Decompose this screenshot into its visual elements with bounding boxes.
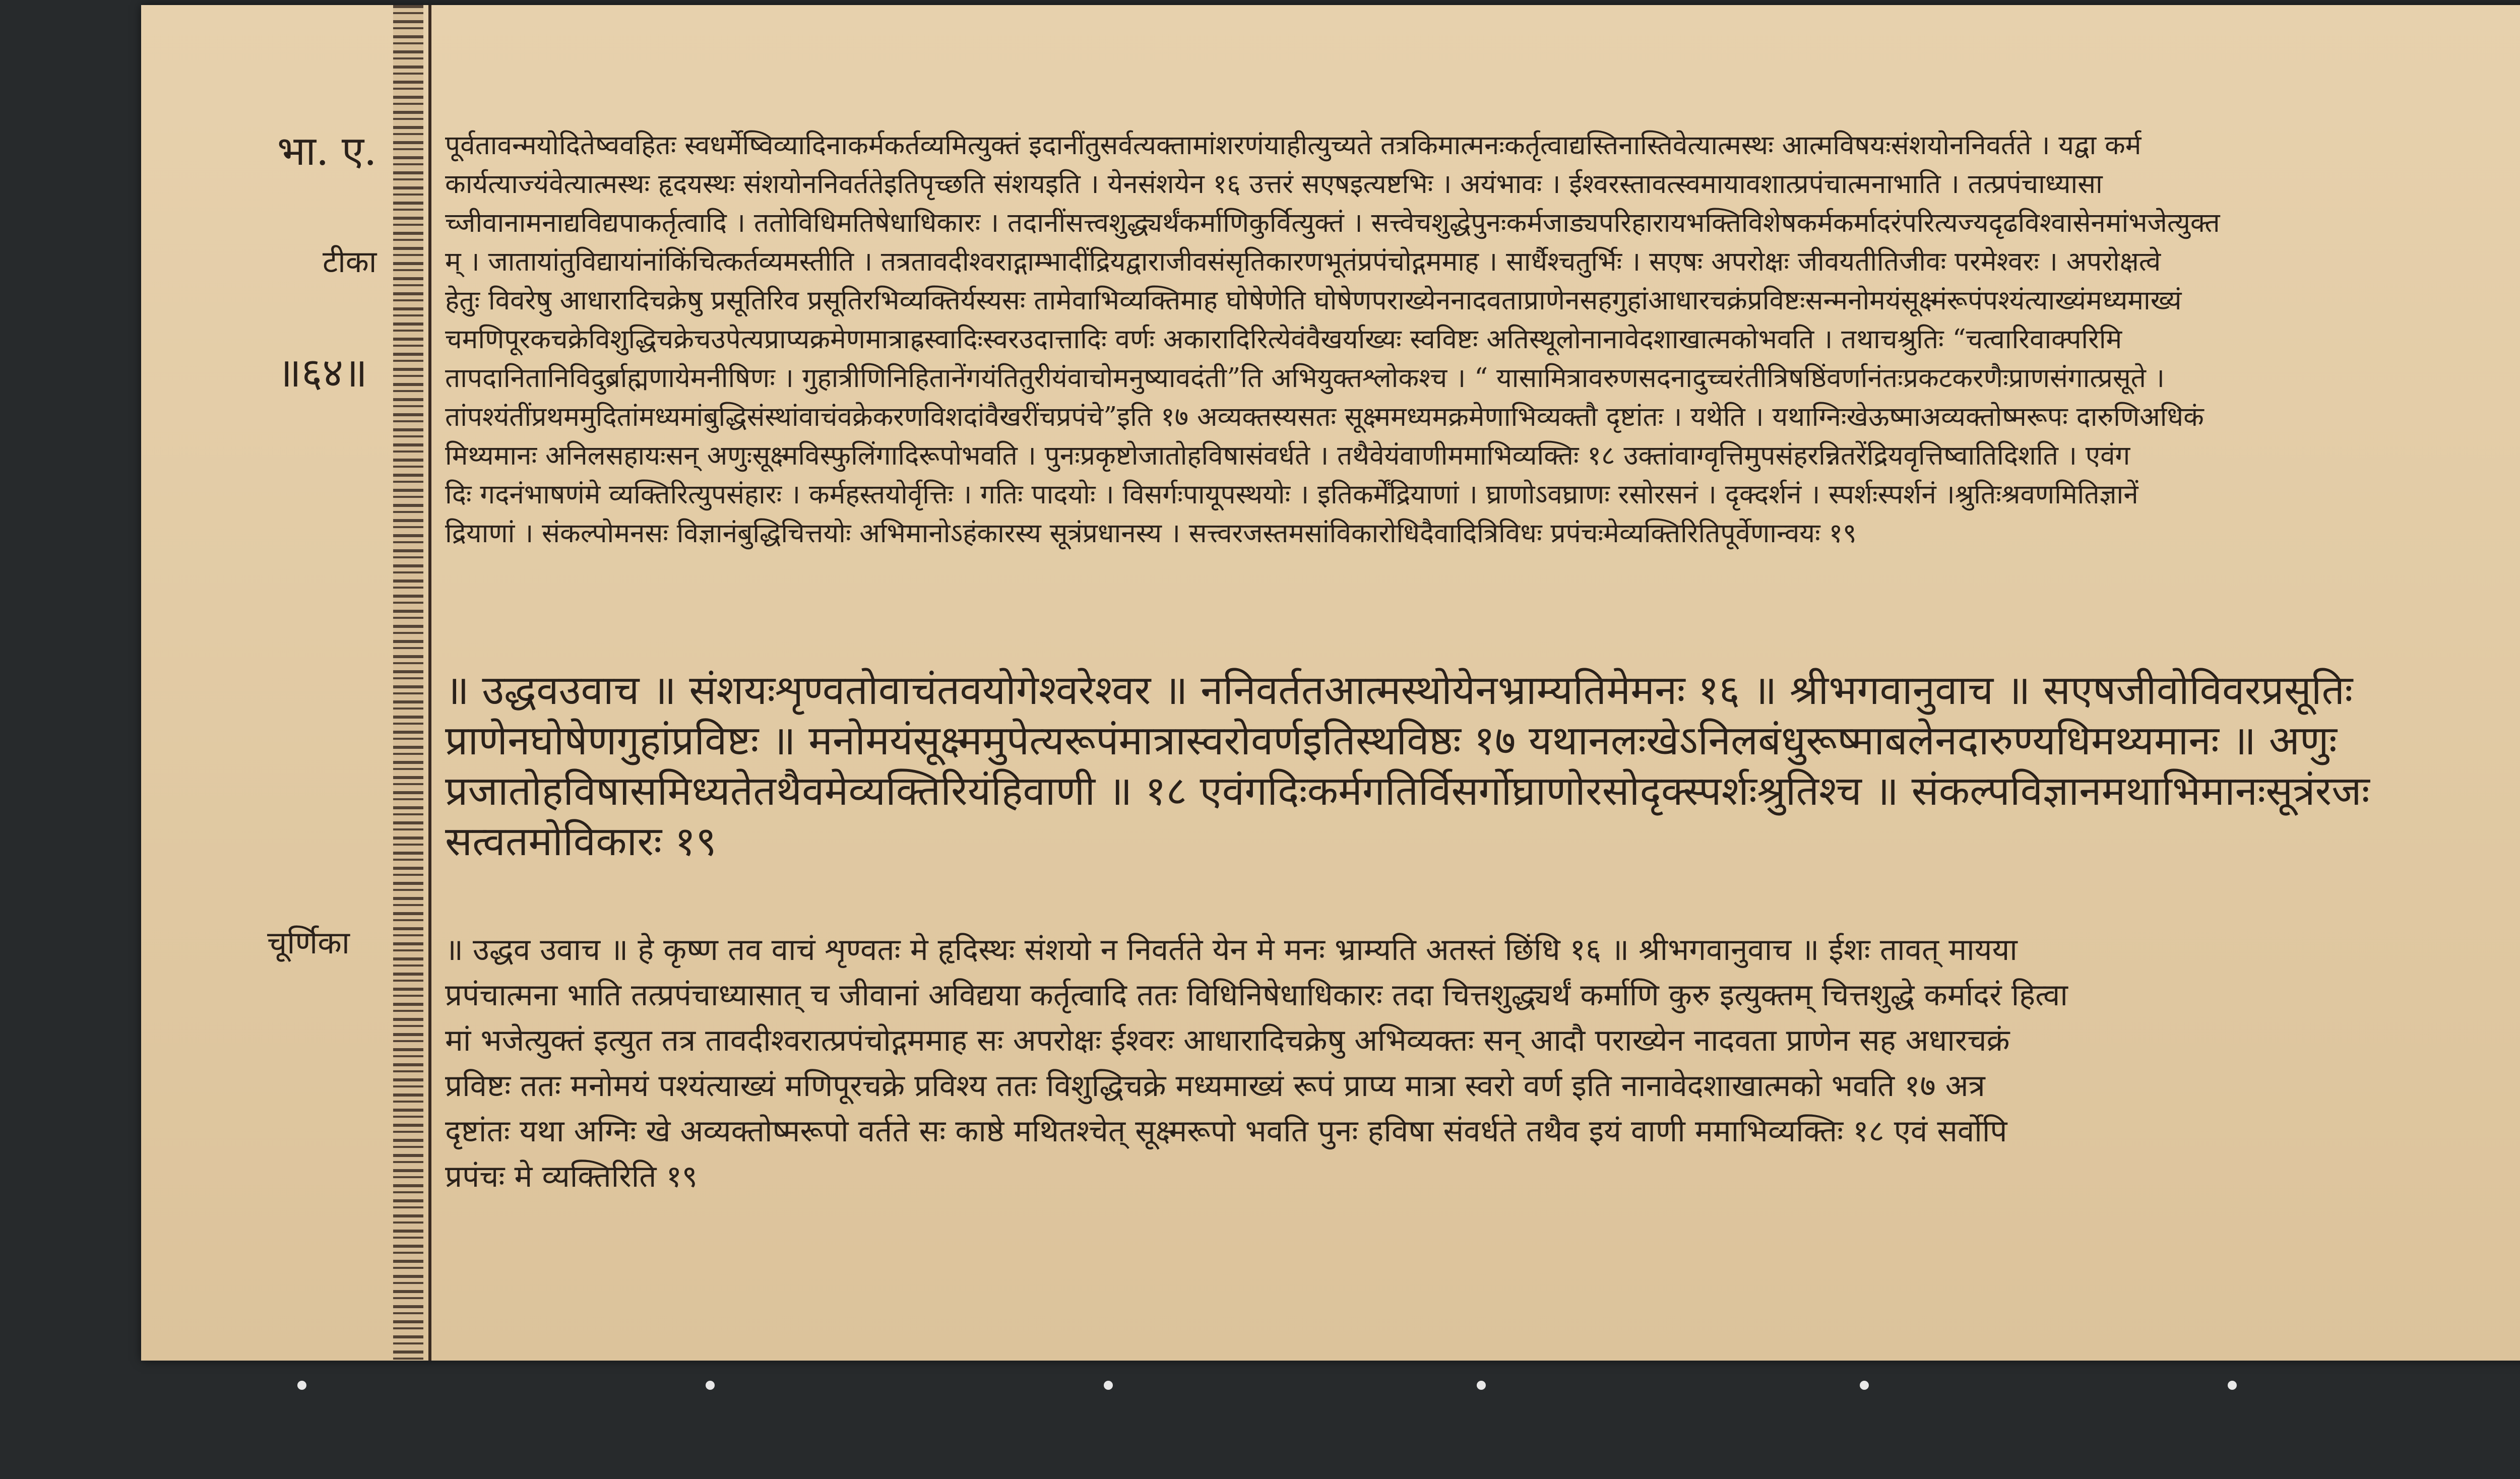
left-border-rule — [428, 5, 431, 1361]
pin-marker — [1477, 1381, 1486, 1390]
commentary-line: द्रियाणां । संकल्पोमनसः विज्ञानंबुद्धिचित्तयोः अभिमानोऽहंकारस्य सूत्रंप्रधानस्य । सत्त्वरजस्तमसांविकारोधिदैवादित्रिविधः प्रपंचःमेव्यक्तिरितिपूर्वेणान्वयः १९ — [445, 518, 1857, 549]
manuscript-page — [141, 5, 2520, 1361]
verse-line: ॥ उद्धवउवाच ॥ संशयःशृण्वतोवाचंतवयोगेश्वरेश्वर ॥ ननिवर्ततआत्मस्थोयेनभ्राम्यतिमेमनः १६ ॥ श्रीभगवानुवाच ॥ सएषजीवोविवरप्रसूतिः — [445, 667, 2353, 714]
commentary-line: च्जीवानामनाद्यविद्यपाकर्तृत्वादि । ततोविधिमतिषेधाधिकारः । तदानींसत्त्वशुद्ध्यर्थंकर्माणिकुर्वित्युक्तं । सत्त्वेचशुद्धेपुनःकर्मजाड्यपरिहारायभक्तिविशेषकर्मकर्मादरंपरित्यज्यदृढविश्वासेनमांभजेत्युक्त — [445, 208, 2220, 238]
pin-marker — [706, 1381, 715, 1390]
margin-text-title: भा. ए. — [277, 127, 377, 174]
churnika-line: दृष्टांतः यथा अग्निः खे अव्यक्तोष्मरूपो वर्तते सः काष्ठे मथितश्चेत् सूक्ष्मरूपो भवति पुनः हविषा संवर्धते तथैव इयं वाणी ममाभिव्यक्तिः १८ एवं सर्वोपि — [445, 1114, 2007, 1149]
mula-verses-block — [445, 665, 2520, 867]
margin-text-churnika: चूर्णिका — [267, 924, 350, 961]
commentary-line: दिः गदनंभाषणंमे व्यक्तिरित्युपसंहारः । कर्महस्तयोर्वृत्तिः । गतिः पादयोः । विसर्गःपायूपस्थयोः । इतिकर्मेंद्रियाणां । घ्राणोऽवघ्राणः रसोरसनं । दृक्दर्शनं । स्पर्शःस्पर्शनं ।श्रुतिःश्रवणमितिज्ञानें — [445, 479, 2138, 510]
margin-folio-left: ॥६४॥ — [277, 349, 368, 396]
commentary-line: म् । जातायांतुविद्यायांनांकिंचित्कर्तव्यमस्तीति । तत्रतावदीश्वराद्गाम्भादींद्रियद्वाराजीवसंसृतिकारणभूतंप्रपंचोद्गममाह । सार्धैश्चतुर्भिः । सएषः अपरोक्षः जीवयतीतिजीवः परमेश्वरः । अपरोक्षत्वे — [445, 246, 2161, 277]
commentary-line: चमणिपूरकचक्रेविशुद्धिचक्रेचउपेत्यप्राप्यक्रमेणमात्राह्रस्वादिःस्वरउदात्तादिः वर्णः अकारादिरित्येवंवैखर्याख्यः स्वविष्टः अतिस्थूलोनानावेदशाखात्मकोभवति । तथाचश्रुतिः “चत्वारिवाक्परिमि — [445, 324, 2122, 355]
commentary-line: तांपश्यंतींप्रथममुदितांमध्यमांबुद्धिसंस्थांवाचंवक्रेकरणविशदांवैखरींचप्रपंचे”इति १७ अव्यक्तस्यसतः सूक्ष्ममध्यमक्रमेणाभिव्यक्तौ दृष्टांतः । यथेति । यथाग्निःखेऊष्माअव्यक्तोष्मरूपः दारुणिअधिकं — [445, 402, 2204, 432]
pin-marker — [297, 1381, 306, 1390]
verse-line: सत्वतमोविकारः १९ — [445, 818, 717, 865]
tika-commentary-block — [445, 126, 2520, 553]
churnika-line: ॥ उद्धव उवाच ॥ हे कृष्ण तव वाचं शृण्वतः मे हृदिस्थः संशयो न निवर्तते येन मे मनः भ्राम्यति अतस्तं छिंधि १६ ॥ श्रीभगवानुवाच ॥ ईशः तावत् मायया — [445, 932, 2018, 968]
churnika-commentary-block — [445, 927, 2520, 1199]
commentary-line: तापदानितानिविदुर्ब्राह्मणायेमनीषिणः । गुहात्रीणिनिहितानेंगयंतितुरीयंवाचोमनुष्यावदंती”ति अभियुक्तश्लोकश्च । “ यासामित्रावरुणसदनादुच्चरंतीत्रिषष्ठिंवर्णानंतःप्रकटकरणैःप्राणसंगात्प्रसूते । — [445, 363, 2165, 394]
commentary-line: हेतुः विवरेषु आधारादिचक्रेषु प्रसूतिरिव प्रसूतिरभिव्यक्तिर्यस्यसः तामेवाभिव्यक्तिमाह घोषेणेति घोषेणपराख्येननादवताप्राणेनसहगुहांआधारचक्रंप्रविष्टःसन्मनोमयंसूक्ष्मंरूपंपश्यंत्याख्यंमध्यमाख्यं — [445, 285, 2182, 316]
churnika-line: प्रविष्टः ततः मनोमयं पश्यंत्याख्यं मणिपूरचक्रे प्रविश्य ततः विशुद्धिचक्रे मध्यमाख्यं रूपं प्राप्य मात्रा स्वरो वर्ण इति नानावेदशाखात्मको भवति १७ अत्र — [445, 1068, 1985, 1104]
commentary-line: कार्यत्याज्यंवेत्यात्मस्थः हृदयस्थः संशयोननिवर्ततेइतिपृच्छति संशयइति । येनसंशयेन १६ उत्तरं सएषइत्यष्टभिः । अयंभावः । ईश्वरस्तावत्स्वमायावशात्प्रपंचात्मनाभाति । तत्प्रपंचाध्यासा — [445, 169, 2103, 200]
churnika-line: प्रपंचात्मना भाति तत्प्रपंचाध्यासात् च जीवानां अविद्यया कर्तृत्वादि ततः विधिनिषेधाधिकारः तदा चित्तशुद्ध्यर्थं कर्माणि कुरु इत्युक्तम् चित्तशुद्धे कर्मादरं हित्वा — [445, 978, 2068, 1013]
churnika-line: प्रपंचः मे व्यक्तिरिति १९ — [445, 1159, 698, 1194]
pin-marker — [2228, 1381, 2237, 1390]
churnika-line: मां भजेत्युक्तं इत्युत तत्र तावदीश्वरात्प्रपंचोद्गममाह सः अपरोक्षः ईश्वरः आधारादिचक्रेषु अभिव्यक्तः सन् आदौ पराख्येन नादवता प्राणेन सह अधारचक्रं — [445, 1023, 2010, 1058]
pin-marker — [1860, 1381, 1869, 1390]
pin-marker — [1104, 1381, 1113, 1390]
commentary-line: मिथ्यमानः अनिलसहायःसन् अणुःसूक्ष्मविस्फुलिंगादिरूपोभवति । पुनःप्रकृष्टोजातोहविषासंवर्धते । तथैवेयंवाणीममाभिव्यक्तिः १८ उक्तांवाग्वृत्तिमुपसंहरन्नितरेंद्रियवृत्तिष्वातिदिशति । एवंग — [445, 440, 2130, 471]
left-border-ornament — [393, 5, 423, 1361]
verse-line: प्राणेनघोषेणगुहांप्रविष्टः ॥ मनोमयंसूक्ष्ममुपेत्यरूपंमात्रास्वरोवर्णइतिस्थविष्ठः १७ यथानलःखेऽनिलबंधुरूष्माबलेनदारुण्यधिमथ्यमानः ॥ अणुः — [445, 717, 2337, 764]
commentary-line: पूर्वतावन्मयोदितेष्ववहितः स्वधर्मेष्विव्यादिनाकर्मकर्तव्यमित्युक्तं इदानींतुसर्वत्यक्तामांशरणंयाहीत्युच्यते तत्रकिमात्मनःकर्तृत्वाद्यस्तिनास्तिवेत्यात्मस्थः आत्मविषयःसंशयोननिवर्तते । यद्वा कर्म — [445, 130, 2141, 161]
verse-line: प्रजातोहविषासमिध्यतेतथैवमेव्यक्तिरियंहिवाणी ॥ १८ एवंगदिःकर्मगतिर्विसर्गोघ्राणोरसोदृक्स्पर्शःश्रुतिश्च ॥ संकल्पविज्ञानमथाभिमानःसूत्रंरजः — [445, 767, 2370, 814]
margin-text-tika: टीका — [323, 244, 377, 280]
